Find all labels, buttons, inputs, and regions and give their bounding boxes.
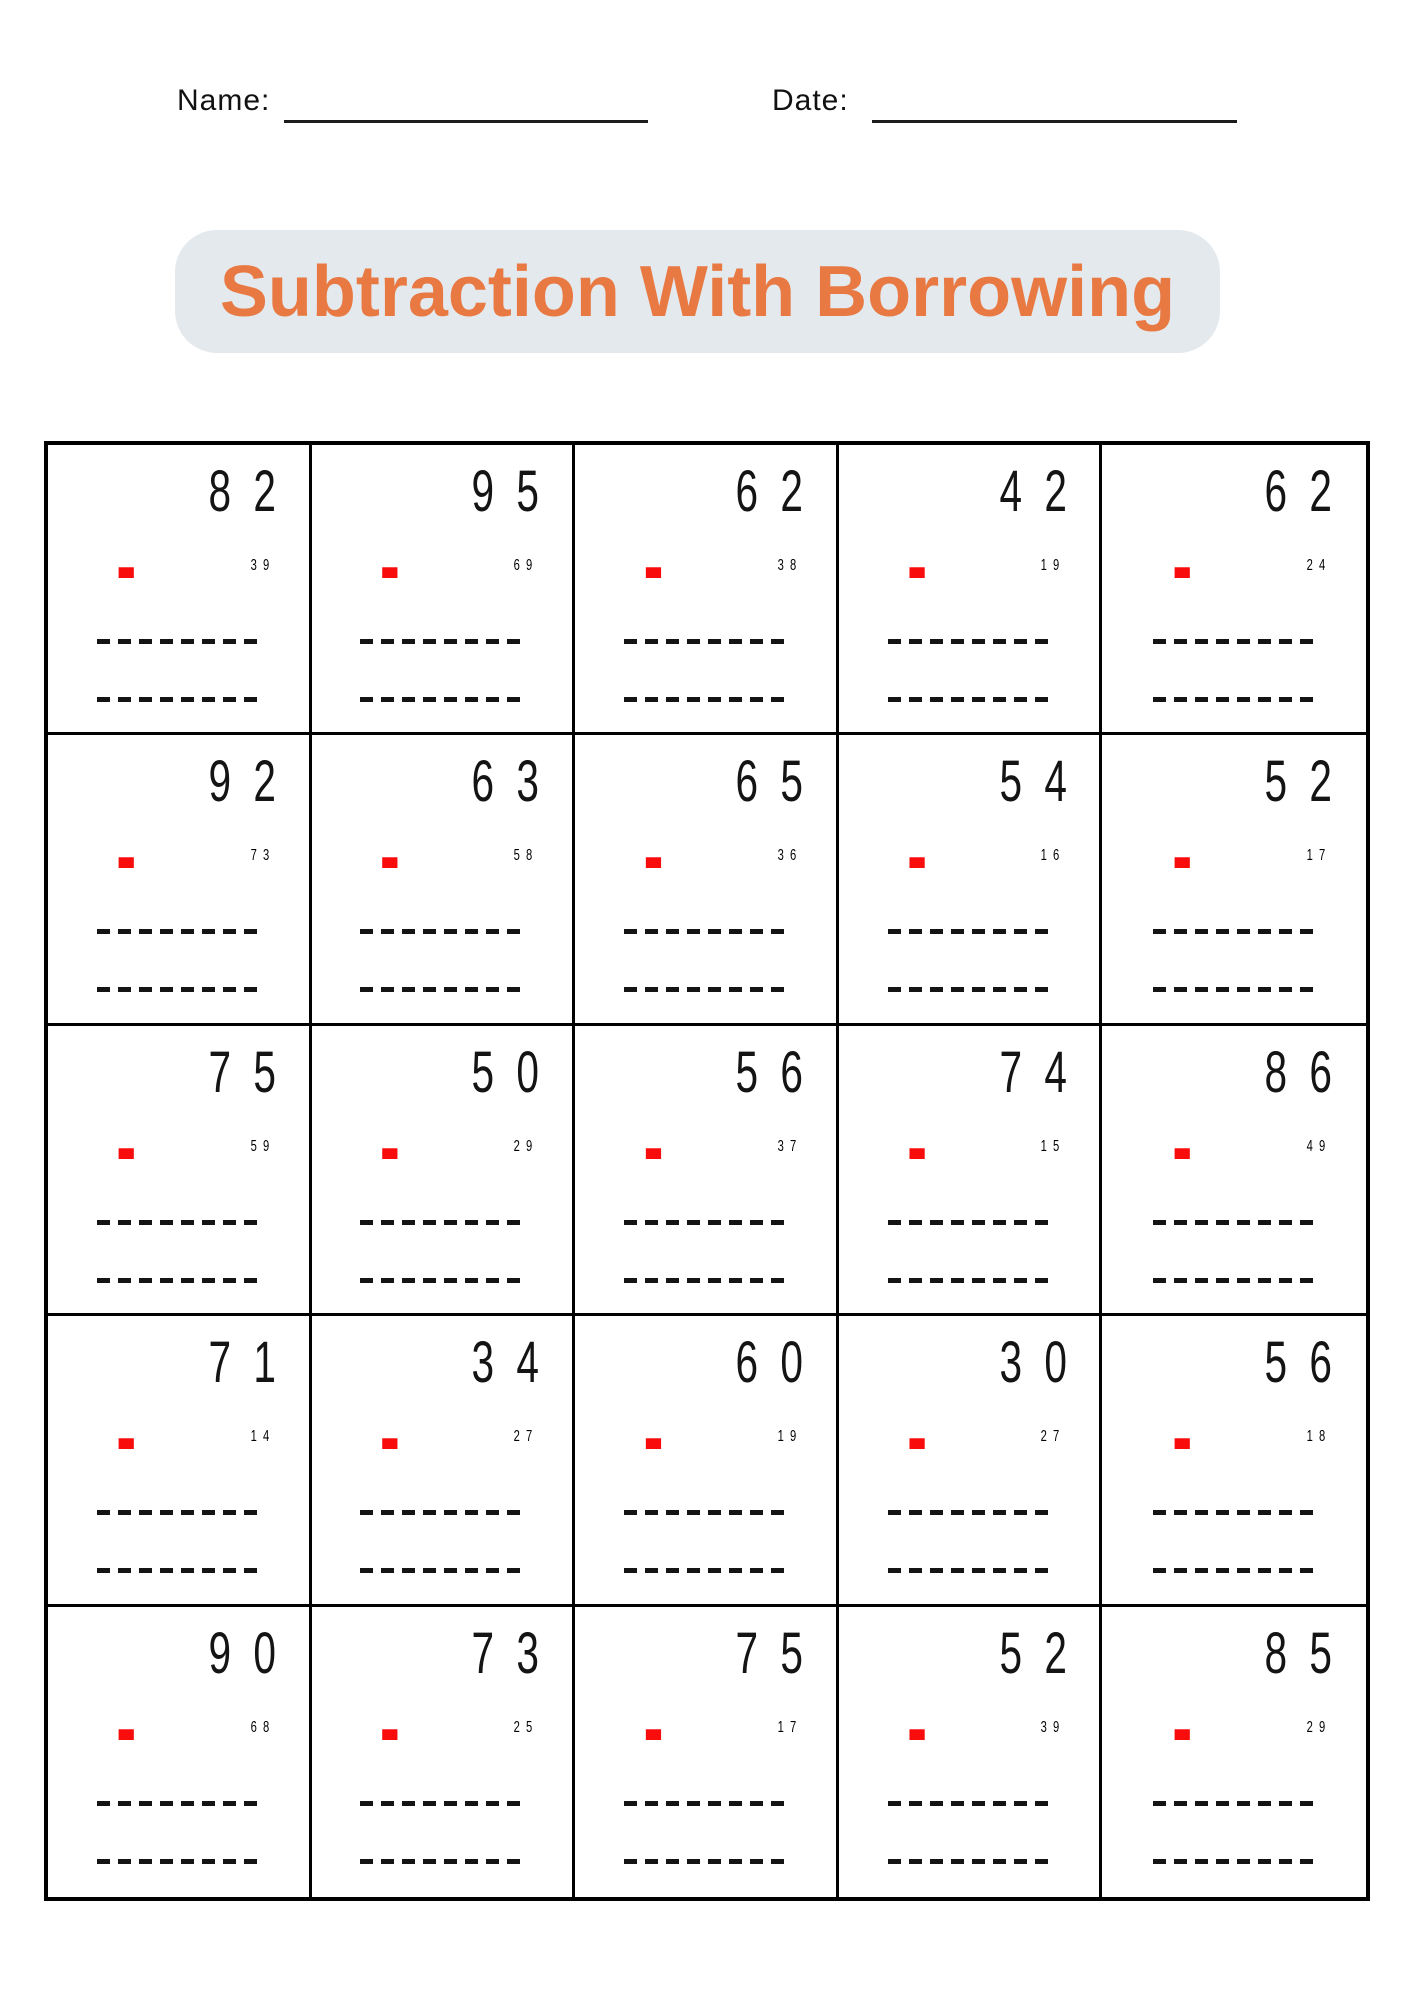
subtrahend-row (907, 805, 1066, 906)
problem-cell (48, 1026, 312, 1316)
answer-line (888, 1568, 1051, 1573)
minus-sign: - (643, 515, 664, 616)
subtrahend: 49 (1306, 1137, 1331, 1155)
subtraction-problem (1172, 1617, 1355, 1778)
subtrahend-row (116, 805, 276, 906)
subtrahend: 15 (1041, 1137, 1066, 1155)
answer-line (1153, 1278, 1316, 1283)
subtrahend-row (907, 1386, 1066, 1487)
subtraction-problem (907, 745, 1089, 906)
minus-sign: - (116, 805, 137, 906)
subtrahend: 24 (1306, 557, 1331, 574)
minus-sign: - (116, 1676, 137, 1778)
subtrahend-row (643, 805, 803, 906)
problem-cell (312, 1026, 576, 1316)
minuend-row (643, 1326, 826, 1400)
problem-cell (575, 1026, 839, 1316)
subtraction-problem (907, 1617, 1089, 1778)
minuend: 34 (471, 1330, 562, 1396)
minuend: 92 (208, 749, 299, 815)
minuend-row (116, 1617, 299, 1691)
subtrahend: 19 (1041, 557, 1066, 574)
subtrahend: 37 (777, 1137, 803, 1155)
minuend-row (907, 455, 1089, 529)
minus-sign: - (643, 1676, 664, 1778)
answer-line (97, 697, 260, 702)
answer-line (624, 987, 787, 992)
minuend: 42 (999, 459, 1089, 524)
subtraction-problem (643, 745, 826, 906)
minuend-row (643, 1617, 826, 1691)
problem-cell (312, 445, 576, 735)
answer-line (360, 929, 523, 934)
answer-line (97, 1859, 260, 1864)
subtrahend-row (1172, 1676, 1331, 1778)
subtrahend: 39 (250, 557, 276, 574)
problem-cell (312, 1316, 576, 1606)
minuend: 85 (1264, 1620, 1355, 1686)
subtrahend: 58 (513, 847, 539, 865)
minuend: 52 (1264, 749, 1355, 815)
minuend: 71 (208, 1330, 299, 1396)
subtraction-problem (907, 455, 1089, 616)
subtrahend: 17 (1306, 847, 1331, 865)
answer-line (97, 1278, 260, 1283)
answer-line (1153, 1801, 1316, 1806)
answer-line (360, 1859, 523, 1864)
problem-cell (575, 445, 839, 735)
answer-line (97, 1510, 260, 1515)
minus-sign: - (116, 1386, 137, 1487)
minus-sign: - (907, 1095, 928, 1197)
subtrahend-row (379, 1386, 539, 1487)
subtrahend-row (1172, 805, 1331, 906)
answer-line (888, 1220, 1051, 1225)
subtrahend-row (907, 1095, 1066, 1197)
subtrahend: 29 (513, 1137, 539, 1155)
answer-line (624, 697, 787, 702)
subtraction-problem (1172, 1036, 1355, 1197)
subtraction-problem (1172, 745, 1355, 906)
subtrahend-row (643, 1095, 803, 1197)
answer-line (624, 639, 787, 644)
minuend-row (907, 745, 1089, 819)
minus-sign: - (1172, 1095, 1193, 1197)
subtrahend: 36 (777, 847, 803, 865)
subtrahend-row (116, 1095, 276, 1197)
minuend: 75 (208, 1039, 299, 1105)
minuend-row (380, 745, 562, 819)
subtraction-problem (116, 1036, 299, 1197)
minuend: 56 (1264, 1330, 1355, 1396)
minuend: 65 (735, 749, 826, 815)
answer-line (624, 1568, 787, 1573)
subtrahend: 39 (1041, 1718, 1066, 1736)
minus-sign: - (907, 1676, 928, 1778)
minus-sign: - (1172, 1676, 1193, 1778)
minuend-row (116, 1036, 299, 1110)
minuend-row (907, 1617, 1089, 1691)
problem-cell (575, 735, 839, 1025)
answer-line (1153, 929, 1316, 934)
subtraction-problem (643, 1617, 826, 1778)
minuend-row (380, 1617, 562, 1691)
subtrahend-row (643, 515, 803, 616)
subtraction-problem (907, 1326, 1089, 1487)
subtrahend-row (379, 515, 539, 616)
answer-line (624, 1801, 787, 1806)
answer-line (888, 1801, 1051, 1806)
answer-line (624, 1510, 787, 1515)
subtraction-problem (116, 1617, 299, 1778)
subtraction-problem (116, 745, 299, 906)
minuend-row (380, 455, 562, 529)
minus-sign: - (116, 515, 137, 616)
minuend: 60 (735, 1330, 826, 1396)
title-banner (175, 230, 1220, 353)
minuend-row (380, 1326, 562, 1400)
problem-cell (839, 1607, 1103, 1897)
minus-sign: - (379, 1386, 400, 1487)
answer-line (1153, 1568, 1316, 1573)
answer-line (360, 697, 523, 702)
problem-cell (48, 1316, 312, 1606)
minus-sign: - (1172, 1386, 1193, 1487)
minuend-row (1172, 1036, 1355, 1110)
answer-line (1153, 1510, 1316, 1515)
problem-cell (312, 735, 576, 1025)
subtraction-problem (379, 1326, 562, 1487)
answer-line (360, 1568, 523, 1573)
answer-line (97, 1220, 260, 1225)
minuend-row (643, 745, 826, 819)
subtrahend-row (1172, 515, 1331, 616)
subtraction-problem (907, 1036, 1089, 1197)
subtrahend-row (1172, 1095, 1331, 1197)
problem-cell (1102, 1026, 1366, 1316)
minuend: 62 (735, 459, 826, 524)
subtrahend: 68 (250, 1718, 276, 1736)
subtraction-problem (116, 1326, 299, 1487)
problem-cell (1102, 735, 1366, 1025)
subtrahend: 29 (1306, 1718, 1331, 1736)
subtrahend: 38 (777, 557, 803, 574)
minuend-row (643, 1036, 826, 1110)
minus-sign: - (907, 805, 928, 906)
minuend: 56 (735, 1039, 826, 1105)
subtraction-problem (643, 1326, 826, 1487)
minuend-row (1172, 1326, 1355, 1400)
answer-line (624, 1220, 787, 1225)
subtrahend: 14 (250, 1428, 276, 1446)
problem-cell (48, 735, 312, 1025)
subtraction-problem (379, 1036, 562, 1197)
answer-line (360, 1510, 523, 1515)
subtraction-problem (116, 455, 299, 616)
problem-cell (839, 445, 1103, 735)
minuend: 63 (471, 749, 562, 815)
minus-sign: - (379, 1676, 400, 1778)
answer-line (888, 929, 1051, 934)
subtrahend-row (907, 515, 1066, 616)
minuend: 52 (999, 1620, 1089, 1686)
minuend-row (1172, 1617, 1355, 1691)
answer-line (1153, 1859, 1316, 1864)
minus-sign: - (907, 515, 928, 616)
minuend: 73 (471, 1620, 562, 1686)
answer-line (360, 1801, 523, 1806)
minuend: 62 (1264, 459, 1355, 524)
minus-sign: - (1172, 805, 1193, 906)
minuend-row (1172, 745, 1355, 819)
minuend-row (116, 745, 299, 819)
answer-line (888, 697, 1051, 702)
problems-grid (44, 441, 1370, 1901)
subtrahend-row (643, 1386, 803, 1487)
worksheet-title: Subtraction With Borrowing (219, 251, 1176, 332)
subtraction-problem (643, 455, 826, 616)
name-label: Name: (177, 84, 271, 117)
problem-cell (48, 1607, 312, 1897)
subtrahend-row (116, 515, 276, 616)
problem-cell (575, 1316, 839, 1606)
minuend-row (380, 1036, 562, 1110)
subtraction-problem (1172, 1326, 1355, 1487)
minus-sign: - (116, 1095, 137, 1197)
subtrahend: 19 (777, 1428, 803, 1446)
subtrahend-row (907, 1676, 1066, 1778)
minuend: 86 (1264, 1039, 1355, 1105)
subtraction-problem (379, 745, 562, 906)
minuend-row (907, 1326, 1089, 1400)
answer-line (360, 639, 523, 644)
minuend-row (116, 1326, 299, 1400)
minuend: 30 (999, 1330, 1089, 1396)
subtrahend-row (116, 1386, 276, 1487)
minuend-row (116, 455, 299, 529)
subtraction-problem (379, 455, 562, 616)
minuend: 74 (999, 1039, 1089, 1105)
answer-line (888, 1278, 1051, 1283)
answer-line (97, 929, 260, 934)
minus-sign: - (643, 1386, 664, 1487)
answer-line (360, 1278, 523, 1283)
subtrahend-row (379, 805, 539, 906)
minuend-row (907, 1036, 1089, 1110)
answer-line (624, 929, 787, 934)
answer-line (97, 1568, 260, 1573)
minus-sign: - (643, 1095, 664, 1197)
minus-sign: - (1172, 515, 1193, 616)
problem-cell (1102, 1607, 1366, 1897)
subtrahend: 16 (1041, 847, 1066, 865)
name-blank-line (284, 120, 648, 123)
date-label: Date: (772, 84, 849, 117)
minuend-row (643, 455, 826, 529)
problem-cell (1102, 1316, 1366, 1606)
subtrahend: 18 (1306, 1428, 1331, 1446)
subtrahend: 25 (513, 1718, 539, 1736)
subtrahend-row (643, 1676, 803, 1778)
subtraction-problem (379, 1617, 562, 1778)
problem-cell (839, 1026, 1103, 1316)
subtrahend-row (1172, 1386, 1331, 1487)
problem-cell (312, 1607, 576, 1897)
problem-cell (48, 445, 312, 735)
answer-line (1153, 639, 1316, 644)
answer-line (360, 1220, 523, 1225)
date-blank-line (872, 120, 1237, 123)
answer-line (97, 987, 260, 992)
subtrahend-row (379, 1676, 539, 1778)
answer-line (97, 639, 260, 644)
minus-sign: - (379, 805, 400, 906)
answer-line (360, 987, 523, 992)
minus-sign: - (379, 515, 400, 616)
minus-sign: - (379, 1095, 400, 1197)
subtrahend-row (116, 1676, 276, 1778)
problem-cell (839, 1316, 1103, 1606)
problem-cell (575, 1607, 839, 1897)
subtrahend: 17 (777, 1718, 803, 1736)
minuend: 54 (999, 749, 1089, 815)
subtrahend: 59 (250, 1137, 276, 1155)
answer-line (1153, 987, 1316, 992)
subtrahend: 69 (513, 557, 539, 574)
minus-sign: - (643, 805, 664, 906)
minuend: 82 (208, 459, 299, 524)
minus-sign: - (907, 1386, 928, 1487)
answer-line (624, 1278, 787, 1283)
subtraction-problem (643, 1036, 826, 1197)
answer-line (1153, 697, 1316, 702)
subtrahend: 27 (1041, 1428, 1066, 1446)
answer-line (888, 639, 1051, 644)
minuend-row (1172, 455, 1355, 529)
problem-cell (1102, 445, 1366, 735)
minuend: 95 (471, 459, 562, 524)
answer-line (1153, 1220, 1316, 1225)
minuend: 50 (471, 1039, 562, 1105)
answer-line (888, 987, 1051, 992)
problem-cell (839, 735, 1103, 1025)
minuend: 90 (208, 1620, 299, 1686)
answer-line (97, 1801, 260, 1806)
subtrahend: 27 (513, 1428, 539, 1446)
answer-line (624, 1859, 787, 1864)
subtrahend-row (379, 1095, 539, 1197)
minuend: 75 (735, 1620, 826, 1686)
answer-line (888, 1859, 1051, 1864)
subtrahend: 73 (250, 847, 276, 865)
subtraction-problem (1172, 455, 1355, 616)
answer-line (888, 1510, 1051, 1515)
